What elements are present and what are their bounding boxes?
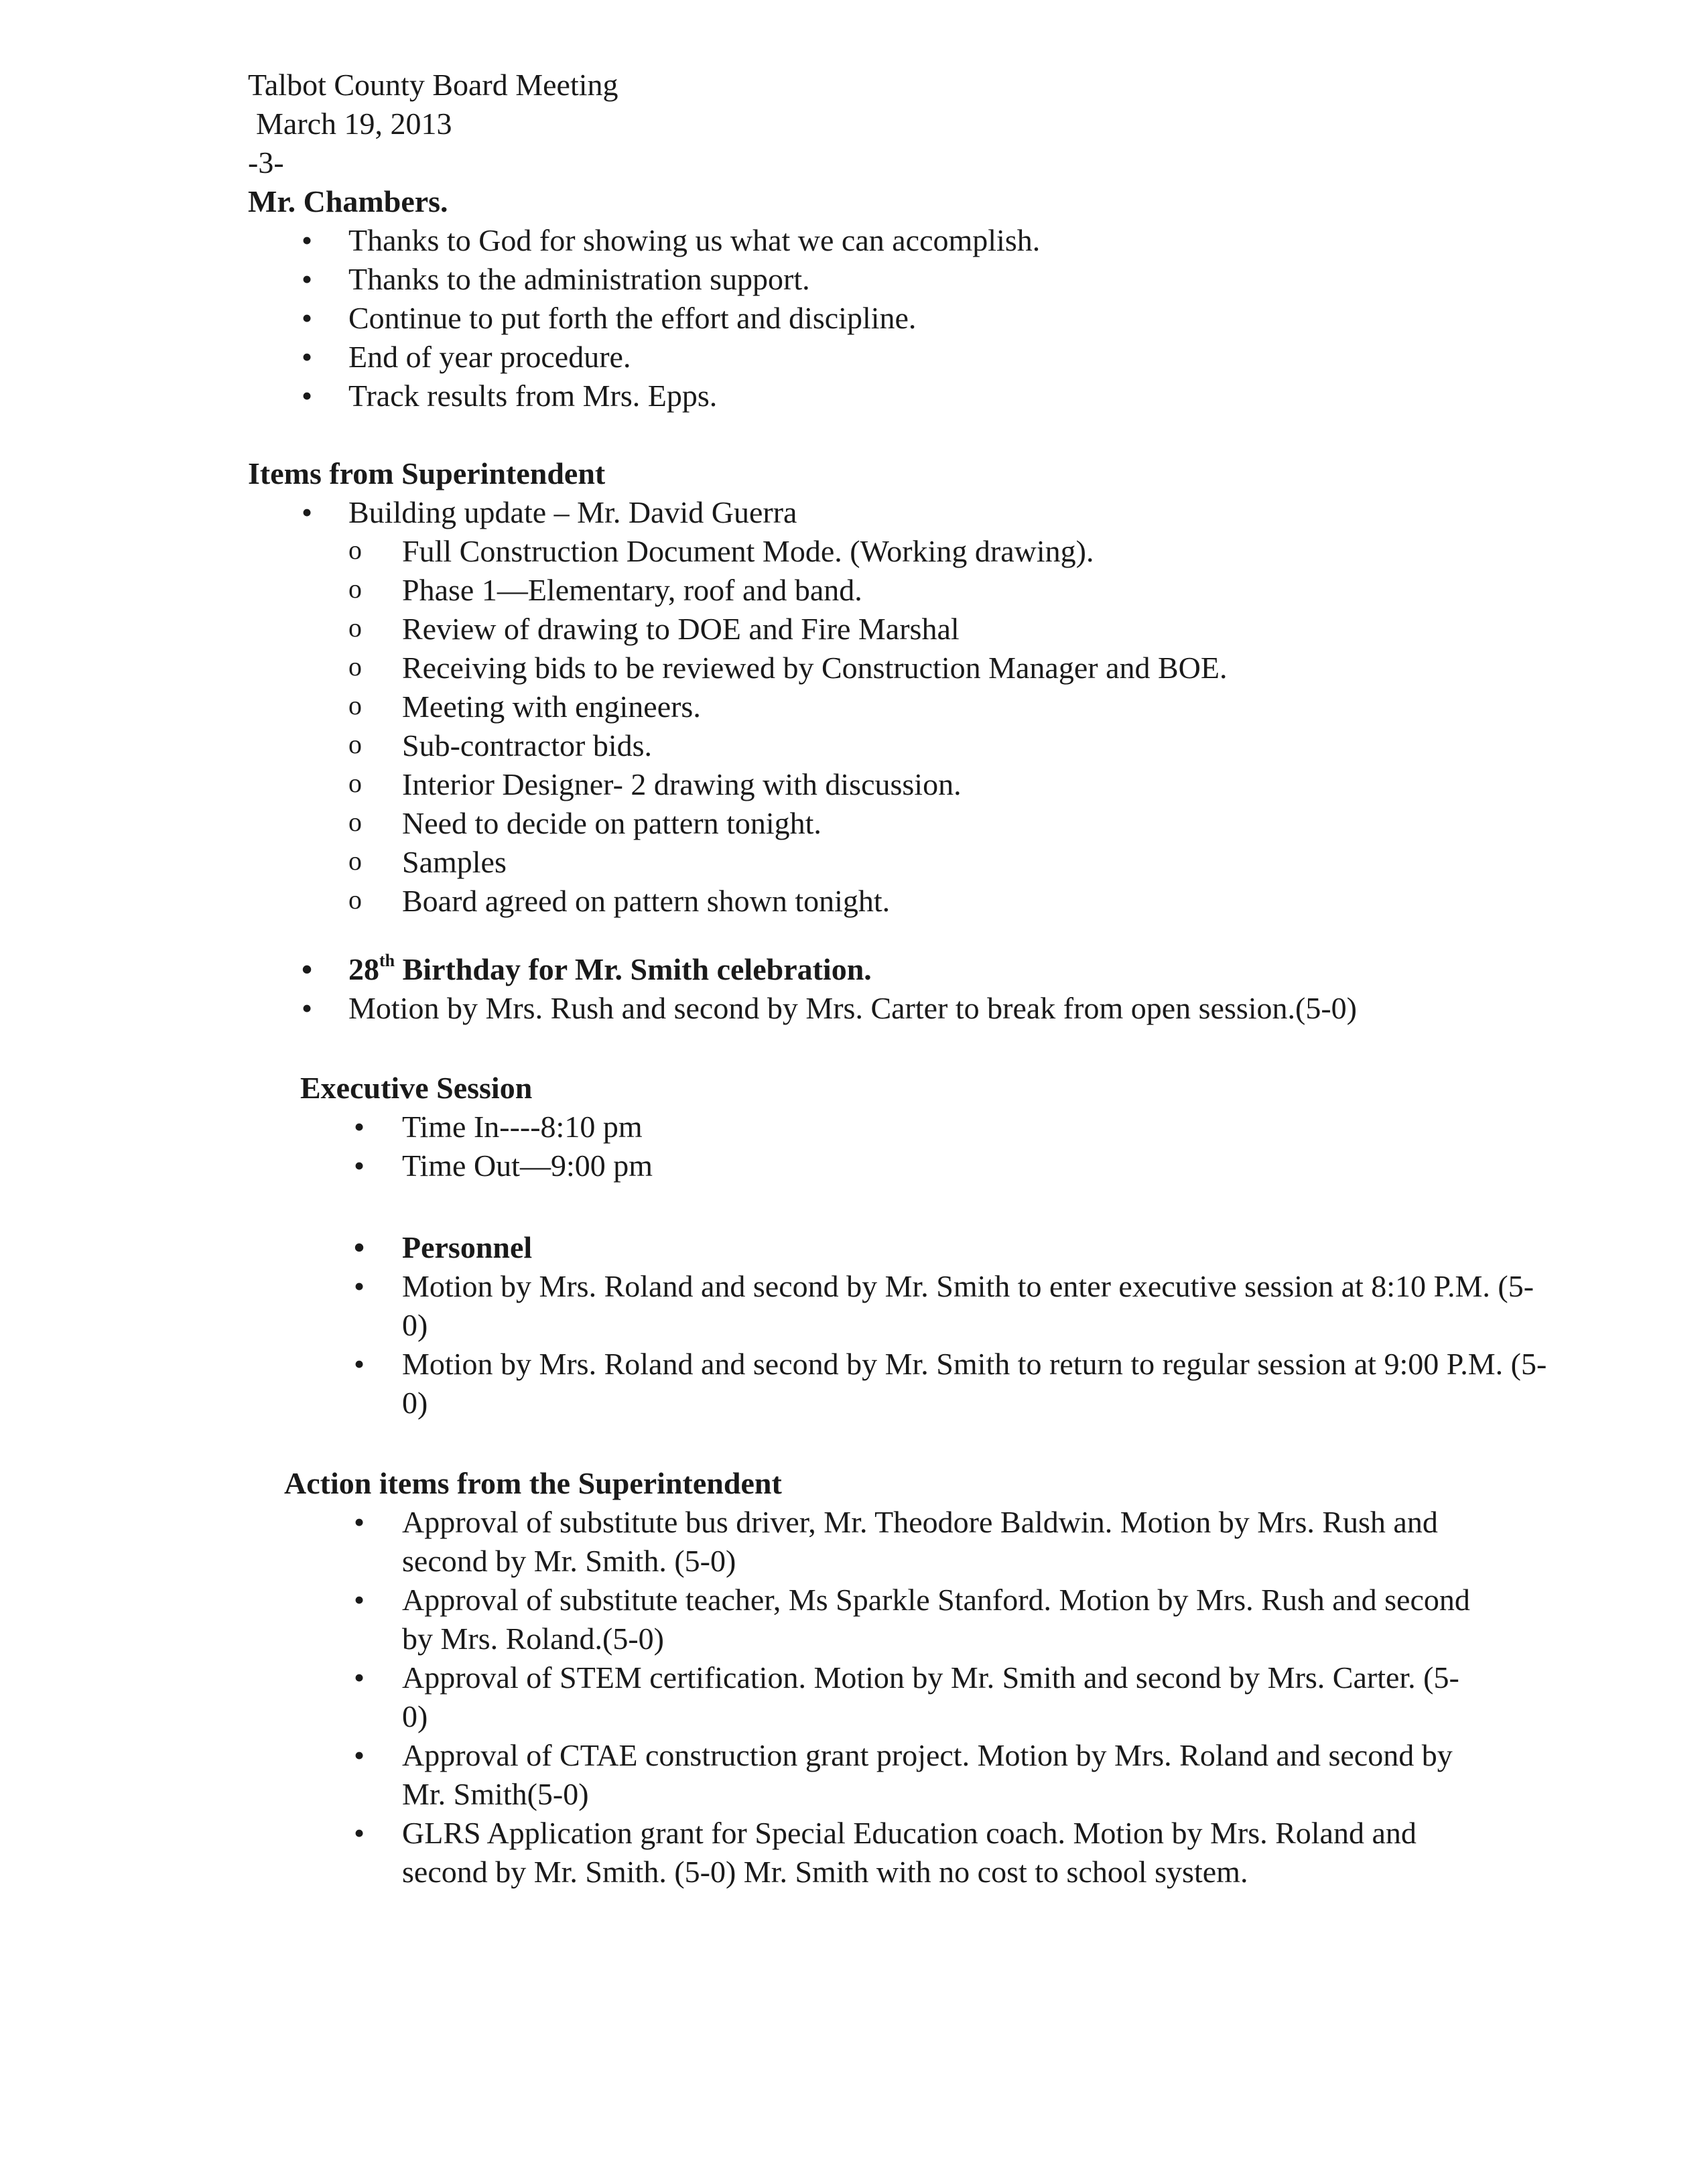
- list-item: • Motion by Mrs. Roland and second by Mr. Smith to enter executive session at 8:10 P.M. (5-0): [300, 1267, 1555, 1345]
- sub-list-item: o Interior Designer- 2 drawing with discussion.: [348, 765, 1521, 804]
- birthday-text: Birthday for Mr. Smith celebration.: [395, 952, 872, 986]
- sub-list-item: o Review of drawing to DOE and Fire Marshal: [348, 610, 1521, 649]
- list-item: • Continue to put forth the effort and discipline.: [248, 299, 1521, 338]
- personnel-label: • Personnel: [300, 1228, 1555, 1267]
- list-item: • Time Out—9:00 pm: [300, 1146, 1506, 1185]
- birthday-item: [248, 950, 1521, 989]
- meeting-date: March 19, 2013: [256, 107, 452, 141]
- sub-list-item: o Samples: [348, 843, 1521, 882]
- sub-list-item: o Need to decide on pattern tonight.: [348, 804, 1521, 843]
- list-item-building-update: [248, 493, 1521, 921]
- page-number: -3-: [248, 145, 284, 180]
- list-item: • Thanks to God for showing us what we can accomplish.: [248, 221, 1521, 260]
- list-item: • GLRS Application grant for Special Education coach. Motion by Mrs. Roland and second by Mr. Smith. (5-0) Mr. Smith with no cost to school system.: [284, 1814, 1481, 1892]
- list-item: • Approval of substitute bus driver, Mr. Theodore Baldwin. Motion by Mrs. Rush and second by Mr. Smith. (5-0): [284, 1503, 1481, 1581]
- executive-times-list: [300, 1108, 1506, 1185]
- document-header: [248, 66, 1253, 182]
- building-update-label: Building update – Mr. David Guerra: [348, 495, 797, 529]
- list-item: • Thanks to the administration support.: [248, 260, 1521, 299]
- sub-list-item: o Sub-contractor bids.: [348, 726, 1521, 765]
- sub-list-item: o Board agreed on pattern shown tonight.: [348, 882, 1521, 921]
- action-list: [284, 1503, 1510, 1892]
- sub-list-item: o Receiving bids to be reviewed by Construction Manager and BOE.: [348, 649, 1521, 687]
- personnel-section: [300, 1228, 1547, 1423]
- list-item: • Approval of substitute teacher, Ms Sparkle Stanford. Motion by Mrs. Rush and second by Mrs. Roland.(5-0): [284, 1581, 1481, 1658]
- list-item: • Time In----8:10 pm: [300, 1108, 1506, 1146]
- list-item: • Motion by Mrs. Rush and second by Mrs. Carter to break from open session.(5-0): [248, 989, 1521, 1028]
- sub-list-item: o Meeting with engineers.: [348, 687, 1521, 726]
- personnel-list: [300, 1228, 1547, 1423]
- list-item: • Track results from Mrs. Epps.: [248, 377, 1521, 415]
- chambers-heading: Mr. Chambers.: [248, 184, 448, 218]
- list-item: • End of year procedure.: [248, 338, 1521, 377]
- sub-list-item: o Phase 1—Elementary, roof and band.: [348, 571, 1521, 610]
- birthday-suffix: th: [379, 951, 395, 970]
- action-heading: Action items from the Superintendent: [284, 1466, 782, 1500]
- superintendent-list: [248, 493, 1521, 921]
- executive-session-section: [300, 1069, 1506, 1185]
- list-item: • Motion by Mrs. Roland and second by Mr. Smith to return to regular session at 9:00 P.M. (5-0): [300, 1345, 1555, 1423]
- birthday-section: [248, 950, 1521, 1028]
- superintendent-items-section: [248, 454, 1521, 921]
- sub-list-item: o Full Construction Document Mode. (Working drawing).: [348, 532, 1521, 571]
- meeting-title: Talbot County Board Meeting: [248, 68, 618, 102]
- action-items-section: [284, 1464, 1510, 1892]
- birthday-list: [248, 950, 1521, 1028]
- list-item: • Approval of STEM certification. Motion by Mr. Smith and second by Mrs. Carter. (5-0): [284, 1658, 1481, 1736]
- chambers-list: [248, 221, 1521, 415]
- list-item: • Approval of CTAE construction grant project. Motion by Mrs. Roland and second by Mr. Smith(5-0): [284, 1736, 1481, 1814]
- building-update-sublist: [348, 532, 1521, 921]
- birthday-number: 28: [348, 952, 379, 986]
- chambers-section: [248, 182, 1521, 415]
- executive-heading: Executive Session: [300, 1071, 533, 1105]
- superintendent-heading: Items from Superintendent: [248, 456, 606, 490]
